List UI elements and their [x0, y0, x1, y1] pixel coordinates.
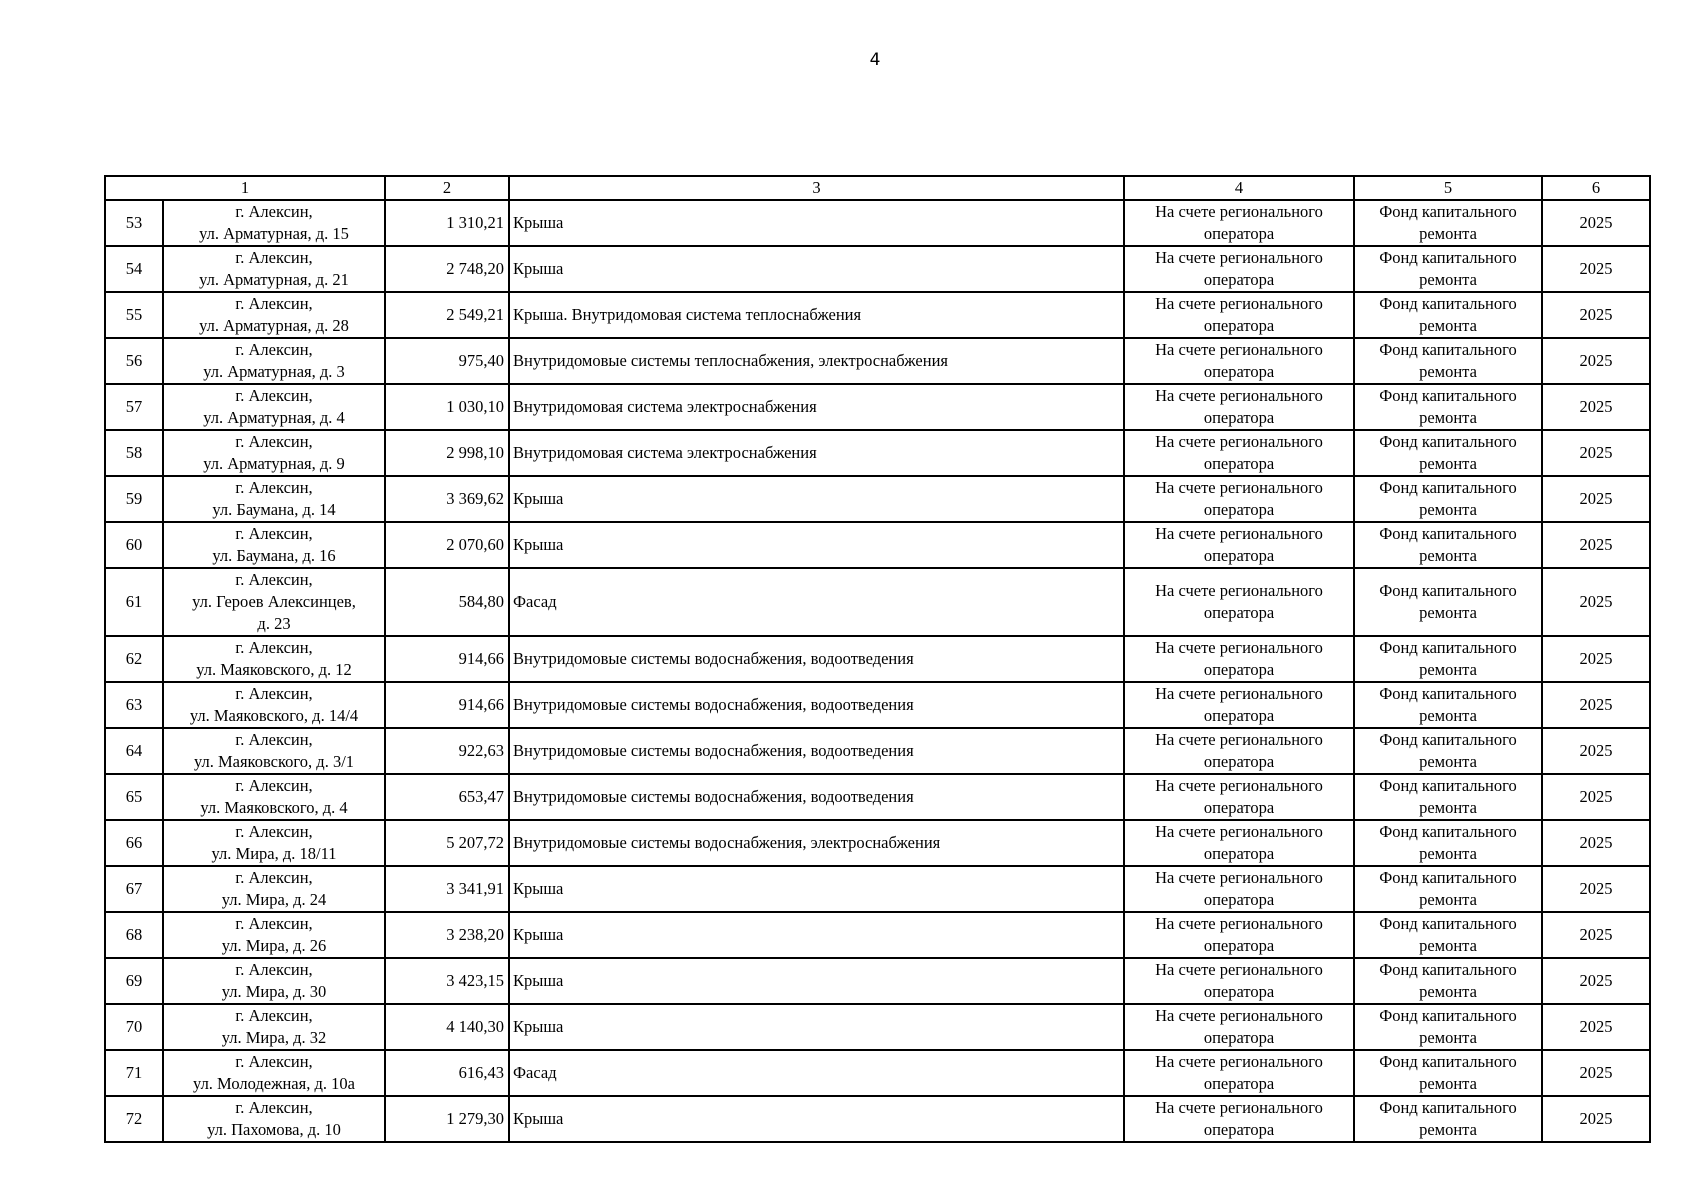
address-cell-line: г. Алексин, [235, 914, 313, 933]
funding-source-cell [1354, 728, 1542, 774]
account-cell [1124, 246, 1354, 292]
account-cell-line: На счете регионального [1155, 1006, 1323, 1025]
funding-source-cell-line: ремонта [1419, 1028, 1477, 1047]
account-cell-line: оператора [1203, 603, 1275, 622]
account-cell-line: оператора [1203, 1074, 1275, 1093]
funding-source-cell [1354, 200, 1542, 246]
year-cell: 2025 [1542, 338, 1650, 384]
account-cell-line: На счете регионального [1155, 340, 1323, 359]
address-cell-line: г. Алексин, [235, 960, 313, 979]
table-row [105, 522, 1650, 568]
repair-schedule-table [104, 175, 1651, 1143]
funding-source-cell [1354, 1050, 1542, 1096]
funding-source-cell-line: Фонд капитального [1379, 638, 1517, 657]
funding-source-cell-line: ремонта [1419, 752, 1477, 771]
address-cell-line: ул. Мира, д. 18/11 [211, 844, 337, 863]
row-number-cell: 63 [105, 682, 163, 728]
account-cell-line: На счете регионального [1155, 386, 1323, 405]
row-number-cell: 61 [105, 568, 163, 636]
table-row [105, 1050, 1650, 1096]
address-cell-line: г. Алексин, [235, 868, 313, 887]
year-cell: 2025 [1542, 384, 1650, 430]
area-cell: 5 207,72 [385, 820, 509, 866]
address-cell [163, 476, 385, 522]
account-cell-line: На счете регионального [1155, 776, 1323, 795]
address-cell [163, 430, 385, 476]
funding-source-cell-line: Фонд капитального [1379, 914, 1517, 933]
area-cell: 975,40 [385, 338, 509, 384]
address-cell-line: г. Алексин, [235, 776, 313, 795]
address-cell-line: ул. Арматурная, д. 4 [203, 408, 345, 427]
address-cell-line: ул. Мира, д. 26 [221, 936, 327, 955]
account-cell [1124, 866, 1354, 912]
funding-source-cell [1354, 774, 1542, 820]
column-header-3: 3 [509, 176, 1124, 200]
account-cell-line: оператора [1203, 362, 1275, 381]
table-row [105, 200, 1650, 246]
address-cell [163, 338, 385, 384]
area-cell: 2 748,20 [385, 246, 509, 292]
funding-source-cell-line: ремонта [1419, 270, 1477, 289]
account-cell [1124, 820, 1354, 866]
account-cell-line: На счете регионального [1155, 914, 1323, 933]
year-cell: 2025 [1542, 728, 1650, 774]
account-cell-line: оператора [1203, 798, 1275, 817]
address-cell-line: г. Алексин, [235, 248, 313, 267]
address-cell [163, 728, 385, 774]
funding-source-cell-line: Фонд капитального [1379, 960, 1517, 979]
funding-source-cell-line: Фонд капитального [1379, 294, 1517, 313]
address-cell [163, 384, 385, 430]
account-cell [1124, 338, 1354, 384]
account-cell-line: На счете регионального [1155, 1052, 1323, 1071]
funding-source-cell [1354, 820, 1542, 866]
work-type-cell: Крыша [509, 200, 1124, 246]
address-cell [163, 820, 385, 866]
table-row [105, 292, 1650, 338]
address-cell [163, 568, 385, 636]
year-cell: 2025 [1542, 636, 1650, 682]
address-cell-line: г. Алексин, [235, 1098, 313, 1117]
funding-source-cell-line: ремонта [1419, 706, 1477, 725]
account-cell-line: На счете регионального [1155, 1098, 1323, 1117]
address-cell-line: ул. Арматурная, д. 9 [203, 454, 345, 473]
column-header-4: 4 [1124, 176, 1354, 200]
funding-source-cell-line: ремонта [1419, 603, 1477, 622]
account-cell-line: оператора [1203, 890, 1275, 909]
area-cell: 584,80 [385, 568, 509, 636]
address-cell [163, 636, 385, 682]
row-number-cell: 59 [105, 476, 163, 522]
row-number-cell: 54 [105, 246, 163, 292]
work-type-cell: Крыша [509, 1096, 1124, 1142]
account-cell [1124, 774, 1354, 820]
address-cell-line: г. Алексин, [235, 638, 313, 657]
account-cell [1124, 958, 1354, 1004]
area-cell: 1 279,30 [385, 1096, 509, 1142]
address-cell-line: г. Алексин, [235, 386, 313, 405]
table-row [105, 568, 1650, 636]
account-cell-line: оператора [1203, 706, 1275, 725]
year-cell: 2025 [1542, 200, 1650, 246]
funding-source-cell-line: Фонд капитального [1379, 1006, 1517, 1025]
address-cell-line: ул. Пахомова, д. 10 [207, 1120, 341, 1139]
work-type-cell: Внутридомовая система электроснабжения [509, 430, 1124, 476]
table-row [105, 912, 1650, 958]
funding-source-cell-line: Фонд капитального [1379, 730, 1517, 749]
account-cell-line: оператора [1203, 1120, 1275, 1139]
account-cell [1124, 1004, 1354, 1050]
address-cell-line: ул. Маяковского, д. 14/4 [189, 706, 359, 725]
work-type-cell: Внутридомовые системы теплоснабжения, электроснабжения [509, 338, 1124, 384]
row-number-cell: 60 [105, 522, 163, 568]
address-cell-line: г. Алексин, [235, 822, 313, 841]
row-number-cell: 71 [105, 1050, 163, 1096]
work-type-cell: Крыша [509, 912, 1124, 958]
funding-source-cell-line: ремонта [1419, 546, 1477, 565]
year-cell: 2025 [1542, 1050, 1650, 1096]
table-row [105, 820, 1650, 866]
address-cell-line: д. 23 [257, 614, 291, 633]
address-cell-line: ул. Баумана, д. 14 [212, 500, 336, 519]
row-number-cell: 68 [105, 912, 163, 958]
account-cell [1124, 636, 1354, 682]
year-cell: 2025 [1542, 1004, 1650, 1050]
address-cell-line: ул. Мира, д. 32 [221, 1028, 327, 1047]
address-cell [163, 522, 385, 568]
address-cell [163, 912, 385, 958]
account-cell-line: На счете регионального [1155, 684, 1323, 703]
work-type-cell: Внутридомовые системы водоснабжения, водоотведения [509, 636, 1124, 682]
address-cell-line: ул. Маяковского, д. 3/1 [193, 752, 355, 771]
account-cell [1124, 912, 1354, 958]
address-cell-line: ул. Маяковского, д. 4 [200, 798, 348, 817]
row-number-cell: 70 [105, 1004, 163, 1050]
funding-source-cell-line: ремонта [1419, 936, 1477, 955]
funding-source-cell-line: ремонта [1419, 316, 1477, 335]
account-cell [1124, 476, 1354, 522]
area-cell: 914,66 [385, 682, 509, 728]
address-cell-line: г. Алексин, [235, 340, 313, 359]
work-type-cell: Крыша [509, 1004, 1124, 1050]
account-cell-line: На счете регионального [1155, 638, 1323, 657]
table-row [105, 682, 1650, 728]
row-number-cell: 62 [105, 636, 163, 682]
account-cell-line: оператора [1203, 982, 1275, 1001]
page-number: 4 [869, 50, 881, 70]
account-cell [1124, 1050, 1354, 1096]
funding-source-cell-line: ремонта [1419, 454, 1477, 473]
year-cell: 2025 [1542, 522, 1650, 568]
account-cell-line: оператора [1203, 270, 1275, 289]
account-cell [1124, 568, 1354, 636]
address-cell-line: ул. Молодежная, д. 10а [193, 1074, 355, 1093]
funding-source-cell-line: Фонд капитального [1379, 340, 1517, 359]
row-number-cell: 53 [105, 200, 163, 246]
work-type-cell: Фасад [509, 568, 1124, 636]
table-row [105, 728, 1650, 774]
work-type-cell: Фасад [509, 1050, 1124, 1096]
column-header-5: 5 [1354, 176, 1542, 200]
funding-source-cell [1354, 246, 1542, 292]
account-cell-line: оператора [1203, 500, 1275, 519]
work-type-cell: Внутридомовые системы водоснабжения, водоотведения [509, 774, 1124, 820]
funding-source-cell [1354, 958, 1542, 1004]
funding-source-cell-line: ремонта [1419, 362, 1477, 381]
area-cell: 3 423,15 [385, 958, 509, 1004]
address-cell-line: ул. Баумана, д. 16 [212, 546, 336, 565]
funding-source-cell-line: ремонта [1419, 982, 1477, 1001]
table-row [105, 246, 1650, 292]
funding-source-cell-line: ремонта [1419, 798, 1477, 817]
account-cell [1124, 430, 1354, 476]
funding-source-cell-line: Фонд капитального [1379, 524, 1517, 543]
area-cell: 914,66 [385, 636, 509, 682]
table-row [105, 774, 1650, 820]
funding-source-cell [1354, 568, 1542, 636]
address-cell [163, 1004, 385, 1050]
year-cell: 2025 [1542, 246, 1650, 292]
table-body [105, 176, 1650, 1142]
funding-source-cell-line: ремонта [1419, 224, 1477, 243]
account-cell-line: На счете регионального [1155, 960, 1323, 979]
account-cell [1124, 728, 1354, 774]
funding-source-cell [1354, 1096, 1542, 1142]
address-cell [163, 682, 385, 728]
funding-source-cell-line: Фонд капитального [1379, 776, 1517, 795]
address-cell [163, 774, 385, 820]
table-row [105, 476, 1650, 522]
address-cell-line: г. Алексин, [235, 684, 313, 703]
account-cell-line: На счете регионального [1155, 730, 1323, 749]
year-cell: 2025 [1542, 682, 1650, 728]
work-type-cell: Крыша. Внутридомовая система теплоснабжения [509, 292, 1124, 338]
address-cell-line: ул. Арматурная, д. 15 [199, 224, 349, 243]
funding-source-cell [1354, 384, 1542, 430]
table-row [105, 430, 1650, 476]
funding-source-cell-line: ремонта [1419, 844, 1477, 863]
address-cell-line: ул. Арматурная, д. 3 [203, 362, 345, 381]
row-number-cell: 55 [105, 292, 163, 338]
table-header-row [105, 176, 1650, 200]
funding-source-cell-line: Фонд капитального [1379, 1098, 1517, 1117]
account-cell [1124, 292, 1354, 338]
address-cell-line: г. Алексин, [235, 432, 313, 451]
funding-source-cell [1354, 912, 1542, 958]
account-cell [1124, 522, 1354, 568]
row-number-cell: 65 [105, 774, 163, 820]
area-cell: 4 140,30 [385, 1004, 509, 1050]
address-cell-line: г. Алексин, [235, 1052, 313, 1071]
row-number-cell: 64 [105, 728, 163, 774]
account-cell [1124, 200, 1354, 246]
year-cell: 2025 [1542, 774, 1650, 820]
row-number-cell: 69 [105, 958, 163, 1004]
funding-source-cell-line: Фонд капитального [1379, 1052, 1517, 1071]
address-cell-line: г. Алексин, [235, 730, 313, 749]
funding-source-cell-line: ремонта [1419, 500, 1477, 519]
funding-source-cell-line: ремонта [1419, 890, 1477, 909]
area-cell: 616,43 [385, 1050, 509, 1096]
address-cell-line: ул. Мира, д. 24 [221, 890, 327, 909]
funding-source-cell-line: ремонта [1419, 1074, 1477, 1093]
year-cell: 2025 [1542, 912, 1650, 958]
year-cell: 2025 [1542, 292, 1650, 338]
row-number-cell: 67 [105, 866, 163, 912]
account-cell-line: оператора [1203, 1028, 1275, 1047]
row-number-cell: 56 [105, 338, 163, 384]
year-cell: 2025 [1542, 568, 1650, 636]
area-cell: 3 341,91 [385, 866, 509, 912]
year-cell: 2025 [1542, 1096, 1650, 1142]
table-row [105, 636, 1650, 682]
row-number-cell: 66 [105, 820, 163, 866]
year-cell: 2025 [1542, 476, 1650, 522]
table-row [105, 958, 1650, 1004]
account-cell-line: оператора [1203, 752, 1275, 771]
row-number-cell: 72 [105, 1096, 163, 1142]
area-cell: 922,63 [385, 728, 509, 774]
address-cell [163, 958, 385, 1004]
account-cell-line: На счете регионального [1155, 822, 1323, 841]
funding-source-cell-line: Фонд капитального [1379, 432, 1517, 451]
area-cell: 2 549,21 [385, 292, 509, 338]
account-cell-line: На счете регионального [1155, 248, 1323, 267]
funding-source-cell-line: ремонта [1419, 1120, 1477, 1139]
funding-source-cell-line: ремонта [1419, 660, 1477, 679]
table-row [105, 384, 1650, 430]
funding-source-cell [1354, 866, 1542, 912]
work-type-cell: Крыша [509, 246, 1124, 292]
area-cell: 1 030,10 [385, 384, 509, 430]
funding-source-cell [1354, 430, 1542, 476]
address-cell [163, 1050, 385, 1096]
address-cell [163, 200, 385, 246]
work-type-cell: Внутридомовые системы водоснабжения, водоотведения [509, 728, 1124, 774]
account-cell [1124, 1096, 1354, 1142]
funding-source-cell-line: Фонд капитального [1379, 822, 1517, 841]
account-cell [1124, 384, 1354, 430]
year-cell: 2025 [1542, 820, 1650, 866]
area-cell: 2 998,10 [385, 430, 509, 476]
funding-source-cell-line: Фонд капитального [1379, 386, 1517, 405]
row-number-cell: 58 [105, 430, 163, 476]
column-header-2: 2 [385, 176, 509, 200]
account-cell-line: На счете регионального [1155, 581, 1323, 600]
table-row [105, 866, 1650, 912]
year-cell: 2025 [1542, 958, 1650, 1004]
area-cell: 3 238,20 [385, 912, 509, 958]
area-cell: 2 070,60 [385, 522, 509, 568]
column-header-1: 1 [105, 176, 385, 200]
table-row [105, 1004, 1650, 1050]
address-cell [163, 292, 385, 338]
year-cell: 2025 [1542, 866, 1650, 912]
year-cell: 2025 [1542, 430, 1650, 476]
funding-source-cell [1354, 476, 1542, 522]
table-row [105, 1096, 1650, 1142]
area-cell: 653,47 [385, 774, 509, 820]
funding-source-cell-line: Фонд капитального [1379, 202, 1517, 221]
address-cell-line: г. Алексин, [235, 478, 313, 497]
account-cell-line: оператора [1203, 844, 1275, 863]
address-cell-line: г. Алексин, [235, 524, 313, 543]
work-type-cell: Крыша [509, 522, 1124, 568]
address-cell-line: ул. Арматурная, д. 28 [199, 316, 349, 335]
account-cell-line: оператора [1203, 316, 1275, 335]
address-cell [163, 246, 385, 292]
account-cell-line: На счете регионального [1155, 432, 1323, 451]
account-cell-line: На счете регионального [1155, 294, 1323, 313]
account-cell-line: На счете регионального [1155, 202, 1323, 221]
account-cell-line: оператора [1203, 224, 1275, 243]
funding-source-cell [1354, 1004, 1542, 1050]
work-type-cell: Внутридомовая система электроснабжения [509, 384, 1124, 430]
funding-source-cell-line: Фонд капитального [1379, 581, 1517, 600]
column-header-6: 6 [1542, 176, 1650, 200]
account-cell-line: На счете регионального [1155, 524, 1323, 543]
address-cell-line: ул. Героев Алексинцев, [192, 592, 356, 611]
address-cell-line: ул. Арматурная, д. 21 [199, 270, 349, 289]
funding-source-cell-line: ремонта [1419, 408, 1477, 427]
funding-source-cell [1354, 522, 1542, 568]
funding-source-cell [1354, 338, 1542, 384]
work-type-cell: Крыша [509, 476, 1124, 522]
address-cell-line: ул. Маяковского, д. 12 [196, 660, 352, 679]
funding-source-cell [1354, 682, 1542, 728]
account-cell [1124, 682, 1354, 728]
table-row [105, 338, 1650, 384]
account-cell-line: На счете регионального [1155, 478, 1323, 497]
funding-source-cell-line: Фонд капитального [1379, 478, 1517, 497]
address-cell [163, 1096, 385, 1142]
account-cell-line: оператора [1203, 660, 1275, 679]
address-cell-line: ул. Мира, д. 30 [221, 982, 327, 1001]
account-cell-line: оператора [1203, 408, 1275, 427]
funding-source-cell-line: Фонд капитального [1379, 248, 1517, 267]
address-cell [163, 866, 385, 912]
address-cell-line: г. Алексин, [235, 294, 313, 313]
work-type-cell: Крыша [509, 866, 1124, 912]
funding-source-cell [1354, 636, 1542, 682]
area-cell: 3 369,62 [385, 476, 509, 522]
work-type-cell: Внутридомовые системы водоснабжения, электроснабжения [509, 820, 1124, 866]
work-type-cell: Внутридомовые системы водоснабжения, водоотведения [509, 682, 1124, 728]
area-cell: 1 310,21 [385, 200, 509, 246]
account-cell-line: На счете регионального [1155, 868, 1323, 887]
account-cell-line: оператора [1203, 936, 1275, 955]
work-type-cell: Крыша [509, 958, 1124, 1004]
row-number-cell: 57 [105, 384, 163, 430]
funding-source-cell-line: Фонд капитального [1379, 684, 1517, 703]
account-cell-line: оператора [1203, 454, 1275, 473]
funding-source-cell [1354, 292, 1542, 338]
funding-source-cell-line: Фонд капитального [1379, 868, 1517, 887]
address-cell-line: г. Алексин, [235, 570, 313, 589]
address-cell-line: г. Алексин, [235, 202, 313, 221]
address-cell-line: г. Алексин, [235, 1006, 313, 1025]
account-cell-line: оператора [1203, 546, 1275, 565]
